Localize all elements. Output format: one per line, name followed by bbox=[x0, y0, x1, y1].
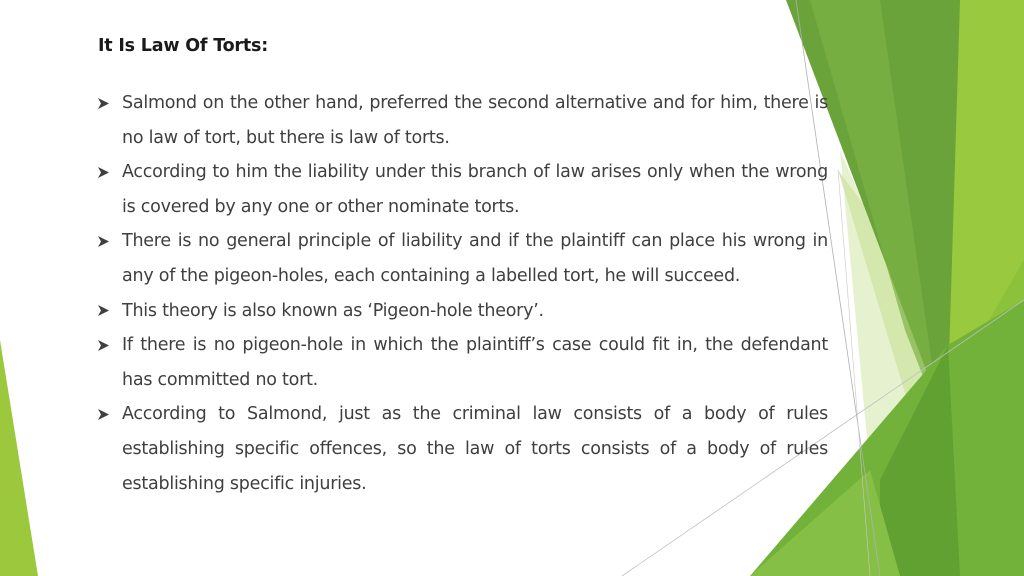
bullet-text: Salmond on the other hand, preferred the second alternative and for him, there is no law of tort, but there is law of torts. bbox=[122, 93, 828, 148]
arrowhead-bullet-icon bbox=[98, 328, 114, 363]
bullet-item bbox=[98, 397, 828, 501]
arrowhead-bullet-icon bbox=[98, 155, 114, 190]
arrowhead-bullet-icon bbox=[98, 397, 114, 432]
arrowhead-bullet-icon bbox=[98, 224, 114, 259]
bullet-text: According to him the liability under this branch of law arises only when the wrong is covered by any one or other nominate torts. bbox=[122, 162, 828, 217]
bullet-item bbox=[98, 328, 828, 397]
bullet-list bbox=[98, 86, 828, 501]
bullet-text: If there is no pigeon-hole in which the plaintiff’s case could fit in, the defendant has committed no tort. bbox=[122, 335, 828, 390]
arrowhead-bullet-icon bbox=[98, 294, 114, 329]
bullet-item bbox=[98, 86, 828, 155]
slide-title: It Is Law Of Torts: bbox=[98, 36, 269, 56]
bullet-item bbox=[98, 294, 828, 329]
left-green-sliver bbox=[0, 340, 38, 576]
bullet-item bbox=[98, 155, 828, 224]
bullet-text: There is no general principle of liability and if the plaintiff can place his wrong in any of the pigeon-holes, each containing a labelled tort, he will succeed. bbox=[122, 231, 828, 286]
arrowhead-bullet-icon bbox=[98, 86, 114, 121]
bullet-text: This theory is also known as ‘Pigeon-hole theory’. bbox=[122, 300, 544, 321]
bullet-item bbox=[98, 224, 828, 293]
bullet-text: According to Salmond, just as the criminal law consists of a body of rules establishing specific offences, so the law of torts consists of a body of rules establishing specific injuries. bbox=[122, 404, 828, 494]
